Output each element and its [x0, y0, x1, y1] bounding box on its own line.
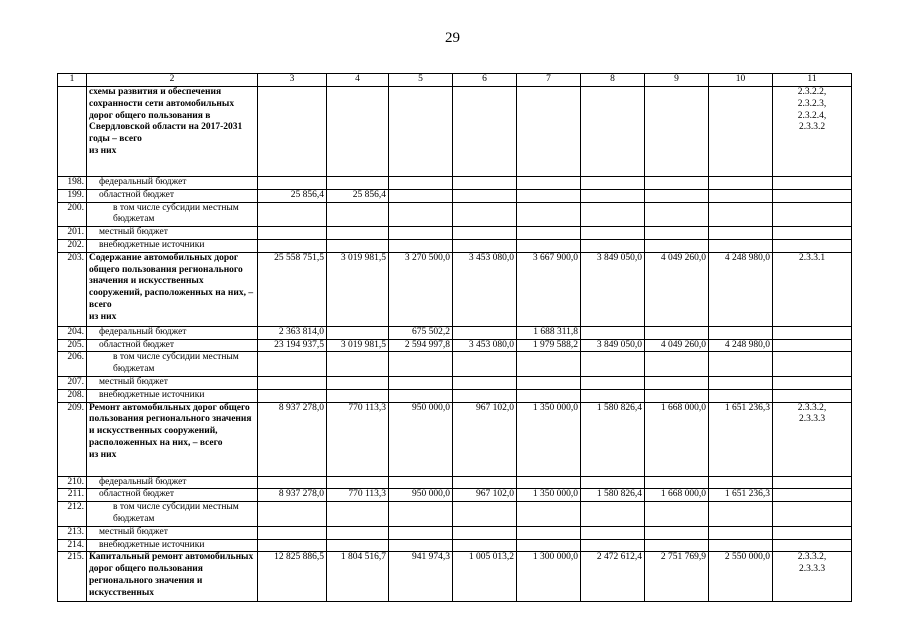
row-name: в том числе субсидии местным бюджетам: [87, 352, 258, 377]
reference-cell: [773, 476, 852, 489]
value-cell: 8 937 278,0: [258, 489, 327, 502]
value-cell: [581, 177, 645, 190]
value-cell: [327, 326, 389, 339]
value-cell: 2 550 000,0: [709, 552, 773, 602]
value-cell: [645, 189, 709, 202]
column-header: 6: [453, 74, 517, 87]
value-cell: 23 194 937,5: [258, 339, 327, 352]
value-cell: [327, 87, 389, 177]
value-cell: [258, 87, 327, 177]
row-number: 209.: [58, 402, 87, 476]
reference-cell: [773, 539, 852, 552]
value-cell: [581, 376, 645, 389]
table-row: [58, 476, 852, 489]
value-cell: [645, 376, 709, 389]
value-cell: [327, 476, 389, 489]
reference-cell: [773, 526, 852, 539]
value-cell: [258, 389, 327, 402]
value-cell: 2 751 769,9: [645, 552, 709, 602]
value-cell: [709, 502, 773, 527]
value-cell: [389, 476, 453, 489]
value-cell: [709, 239, 773, 252]
reference-cell: 2.3.3.2, 2.3.3.3: [773, 402, 852, 476]
value-cell: 3 019 981,5: [327, 339, 389, 352]
value-cell: [517, 352, 581, 377]
value-cell: [581, 239, 645, 252]
value-cell: [709, 539, 773, 552]
row-number: 210.: [58, 476, 87, 489]
value-cell: [709, 476, 773, 489]
budget-table: [57, 73, 852, 602]
value-cell: [581, 389, 645, 402]
reference-cell: [773, 202, 852, 227]
value-cell: 25 856,4: [258, 189, 327, 202]
row-name: местный бюджет: [87, 376, 258, 389]
value-cell: [709, 376, 773, 389]
value-cell: [645, 526, 709, 539]
row-number: 201.: [58, 227, 87, 240]
value-cell: [709, 326, 773, 339]
row-number: 212.: [58, 502, 87, 527]
value-cell: 4 049 260,0: [645, 339, 709, 352]
value-cell: [581, 227, 645, 240]
table-row: [58, 389, 852, 402]
value-cell: 1 005 013,2: [453, 552, 517, 602]
value-cell: 1 668 000,0: [645, 402, 709, 476]
value-cell: [389, 189, 453, 202]
value-cell: [453, 476, 517, 489]
value-cell: [327, 177, 389, 190]
value-cell: [581, 526, 645, 539]
table-row: [58, 87, 852, 177]
value-cell: 2 363 814,0: [258, 326, 327, 339]
row-name: местный бюджет: [87, 526, 258, 539]
value-cell: [645, 326, 709, 339]
reference-cell: [773, 227, 852, 240]
value-cell: [327, 526, 389, 539]
table-row: [58, 189, 852, 202]
value-cell: [327, 539, 389, 552]
value-cell: [517, 202, 581, 227]
value-cell: [258, 539, 327, 552]
value-cell: [709, 202, 773, 227]
value-cell: [327, 227, 389, 240]
value-cell: [327, 389, 389, 402]
table-row: [58, 227, 852, 240]
value-cell: [517, 476, 581, 489]
row-number: 200.: [58, 202, 87, 227]
value-cell: 25 856,4: [327, 189, 389, 202]
row-name: областной бюджет: [87, 339, 258, 352]
row-number: 214.: [58, 539, 87, 552]
value-cell: 12 825 886,5: [258, 552, 327, 602]
reference-cell: [773, 339, 852, 352]
value-cell: [389, 389, 453, 402]
value-cell: 1 651 236,3: [709, 402, 773, 476]
value-cell: 3 667 900,0: [517, 252, 581, 326]
value-cell: [389, 239, 453, 252]
value-cell: 1 688 311,8: [517, 326, 581, 339]
row-name: федеральный бюджет: [87, 177, 258, 190]
value-cell: [389, 526, 453, 539]
row-name: внебюджетные источники: [87, 389, 258, 402]
value-cell: [453, 389, 517, 402]
value-cell: [258, 177, 327, 190]
value-cell: [645, 87, 709, 177]
value-cell: [709, 189, 773, 202]
value-cell: [453, 239, 517, 252]
value-cell: 2 594 997,8: [389, 339, 453, 352]
value-cell: 1 580 826,4: [581, 489, 645, 502]
value-cell: [453, 502, 517, 527]
row-number: 211.: [58, 489, 87, 502]
value-cell: [709, 526, 773, 539]
reference-cell: [773, 352, 852, 377]
value-cell: [517, 239, 581, 252]
value-cell: 950 000,0: [389, 489, 453, 502]
reference-cell: [773, 239, 852, 252]
value-cell: 1 651 236,3: [709, 489, 773, 502]
page-number: 29: [445, 30, 460, 46]
row-name: внебюджетные источники: [87, 539, 258, 552]
column-header: 11: [773, 74, 852, 87]
value-cell: 3 019 981,5: [327, 252, 389, 326]
row-name: областной бюджет: [87, 189, 258, 202]
table-row: [58, 352, 852, 377]
row-number: 198.: [58, 177, 87, 190]
table-row: [58, 252, 852, 326]
value-cell: 2 472 612,4: [581, 552, 645, 602]
table-row: [58, 239, 852, 252]
table-row: [58, 402, 852, 476]
value-cell: [327, 502, 389, 527]
table-row: [58, 502, 852, 527]
value-cell: [581, 87, 645, 177]
value-cell: [517, 376, 581, 389]
value-cell: [581, 189, 645, 202]
value-cell: [327, 352, 389, 377]
value-cell: 950 000,0: [389, 402, 453, 476]
value-cell: 4 248 980,0: [709, 252, 773, 326]
row-number: 208.: [58, 389, 87, 402]
value-cell: 1 580 826,4: [581, 402, 645, 476]
value-cell: [517, 526, 581, 539]
value-cell: 3 270 500,0: [389, 252, 453, 326]
reference-cell: [773, 326, 852, 339]
value-cell: [327, 239, 389, 252]
value-cell: [258, 227, 327, 240]
value-cell: 1 300 000,0: [517, 552, 581, 602]
value-cell: 3 453 080,0: [453, 252, 517, 326]
table-row: [58, 539, 852, 552]
value-cell: [581, 352, 645, 377]
column-header: 8: [581, 74, 645, 87]
value-cell: 4 248 980,0: [709, 339, 773, 352]
value-cell: [258, 352, 327, 377]
value-cell: [453, 326, 517, 339]
reference-cell: [773, 177, 852, 190]
table-row: [58, 552, 852, 602]
column-header: 1: [58, 74, 87, 87]
value-cell: 1 668 000,0: [645, 489, 709, 502]
value-cell: [327, 202, 389, 227]
value-cell: 941 974,3: [389, 552, 453, 602]
reference-cell: [773, 489, 852, 502]
value-cell: 770 113,3: [327, 489, 389, 502]
value-cell: [581, 476, 645, 489]
value-cell: [581, 539, 645, 552]
value-cell: [645, 352, 709, 377]
value-cell: [517, 502, 581, 527]
row-name: в том числе субсидии местным бюджетам: [87, 202, 258, 227]
value-cell: 3 453 080,0: [453, 339, 517, 352]
row-name: Капитальный ремонт автомобильных дорог общего пользования регионального значения и искусственных: [87, 552, 258, 602]
value-cell: [517, 389, 581, 402]
row-name: схемы развития и обеспечения сохранности сети автомобильных дорог общего пользования в Свердловской области на 2017-2031 годы – всего из них: [87, 87, 258, 177]
value-cell: [581, 202, 645, 227]
table-row: [58, 526, 852, 539]
value-cell: [645, 227, 709, 240]
value-cell: [709, 177, 773, 190]
value-cell: 1 804 516,7: [327, 552, 389, 602]
column-header: 7: [517, 74, 581, 87]
row-name: внебюджетные источники: [87, 239, 258, 252]
table-row: [58, 177, 852, 190]
column-number-row: [58, 74, 852, 87]
value-cell: [645, 177, 709, 190]
value-cell: [327, 376, 389, 389]
value-cell: 1 979 588,2: [517, 339, 581, 352]
value-cell: [389, 87, 453, 177]
value-cell: [645, 502, 709, 527]
value-cell: [389, 202, 453, 227]
row-number: 205.: [58, 339, 87, 352]
row-name: федеральный бюджет: [87, 476, 258, 489]
column-header: 5: [389, 74, 453, 87]
row-number: 199.: [58, 189, 87, 202]
reference-cell: 2.3.3.2, 2.3.3.3: [773, 552, 852, 602]
value-cell: [453, 87, 517, 177]
row-number: 203.: [58, 252, 87, 326]
row-number: 204.: [58, 326, 87, 339]
column-header: 10: [709, 74, 773, 87]
row-name: федеральный бюджет: [87, 326, 258, 339]
value-cell: [645, 239, 709, 252]
value-cell: [645, 389, 709, 402]
row-name: местный бюджет: [87, 227, 258, 240]
row-name: областной бюджет: [87, 489, 258, 502]
value-cell: [709, 352, 773, 377]
value-cell: [709, 227, 773, 240]
reference-cell: [773, 502, 852, 527]
value-cell: [453, 352, 517, 377]
reference-cell: [773, 376, 852, 389]
row-name: Ремонт автомобильных дорог общего пользования регионального значения и искусственных сооружений, расположенных на них, – всего из них: [87, 402, 258, 476]
value-cell: 4 049 260,0: [645, 252, 709, 326]
column-header: 3: [258, 74, 327, 87]
value-cell: [453, 202, 517, 227]
reference-cell: 2.3.2.2, 2.3.2.3, 2.3.2.4, 2.3.3.2: [773, 87, 852, 177]
value-cell: 3 849 050,0: [581, 252, 645, 326]
row-number: 202.: [58, 239, 87, 252]
table-row: [58, 376, 852, 389]
reference-cell: [773, 189, 852, 202]
value-cell: [453, 177, 517, 190]
value-cell: 1 350 000,0: [517, 402, 581, 476]
row-name: Содержание автомобильных дорог общего пользования регионального значения и искусственных сооружений, расположенных на них, – всего из них: [87, 252, 258, 326]
row-number: [58, 87, 87, 177]
row-number: 206.: [58, 352, 87, 377]
value-cell: [389, 177, 453, 190]
value-cell: [517, 539, 581, 552]
column-header: 4: [327, 74, 389, 87]
value-cell: [258, 502, 327, 527]
value-cell: [389, 352, 453, 377]
value-cell: [709, 87, 773, 177]
value-cell: [517, 177, 581, 190]
reference-cell: [773, 389, 852, 402]
value-cell: 8 937 278,0: [258, 402, 327, 476]
table-row: [58, 202, 852, 227]
value-cell: 1 350 000,0: [517, 489, 581, 502]
value-cell: [645, 202, 709, 227]
value-cell: [645, 539, 709, 552]
reference-cell: 2.3.3.1: [773, 252, 852, 326]
table-row: [58, 339, 852, 352]
row-number: 215.: [58, 552, 87, 602]
value-cell: 967 102,0: [453, 489, 517, 502]
row-name: в том числе субсидии местным бюджетам: [87, 502, 258, 527]
value-cell: 675 502,2: [389, 326, 453, 339]
value-cell: [453, 227, 517, 240]
value-cell: [581, 502, 645, 527]
table-row: [58, 326, 852, 339]
value-cell: [709, 389, 773, 402]
value-cell: [453, 526, 517, 539]
table-row: [58, 489, 852, 502]
value-cell: 967 102,0: [453, 402, 517, 476]
value-cell: [258, 239, 327, 252]
value-cell: 3 849 050,0: [581, 339, 645, 352]
value-cell: [389, 227, 453, 240]
value-cell: [389, 539, 453, 552]
value-cell: [645, 476, 709, 489]
value-cell: [258, 376, 327, 389]
row-number: 213.: [58, 526, 87, 539]
value-cell: [453, 189, 517, 202]
value-cell: [258, 526, 327, 539]
column-header: 2: [87, 74, 258, 87]
value-cell: [517, 227, 581, 240]
value-cell: 770 113,3: [327, 402, 389, 476]
value-cell: [389, 502, 453, 527]
value-cell: 25 558 751,5: [258, 252, 327, 326]
value-cell: [517, 87, 581, 177]
value-cell: [517, 189, 581, 202]
column-header: 9: [645, 74, 709, 87]
value-cell: [453, 539, 517, 552]
value-cell: [258, 476, 327, 489]
row-number: 207.: [58, 376, 87, 389]
value-cell: [581, 326, 645, 339]
value-cell: [258, 202, 327, 227]
value-cell: [453, 376, 517, 389]
value-cell: [389, 376, 453, 389]
